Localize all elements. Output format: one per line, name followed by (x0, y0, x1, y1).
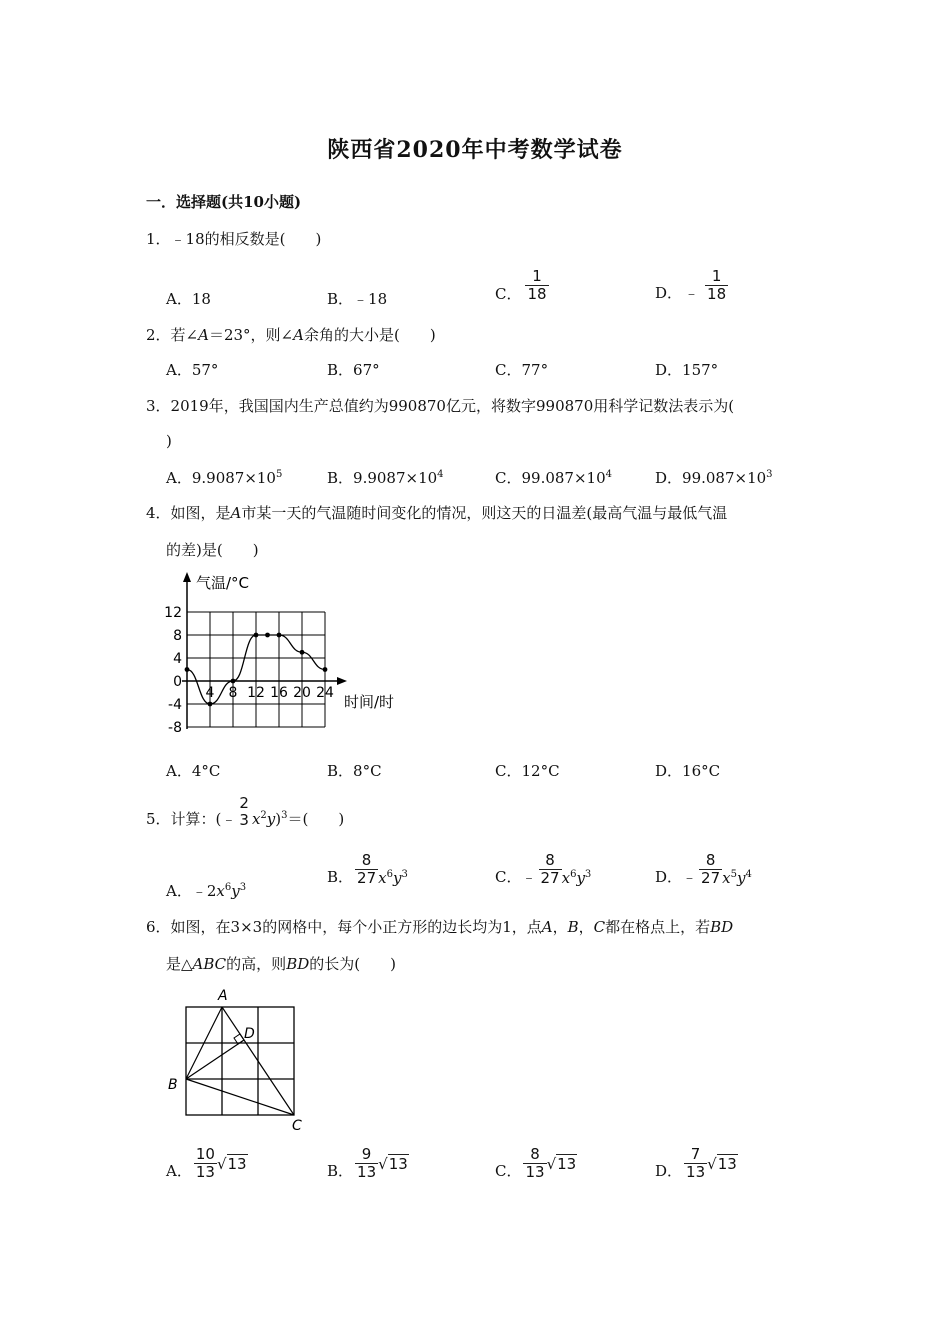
label-point-c: C (292, 1118, 302, 1132)
question-1-stem: 1．﹣18的相反数是( ) (146, 230, 322, 248)
x-tick-label: 16 (270, 685, 288, 701)
y-tick-label: 12 (164, 605, 182, 621)
q5-option-c: C．﹣ $\frac{8}{27}$ $x^6y^3$ (495, 851, 592, 887)
question-3-stem-line2: ) (166, 432, 172, 450)
y-tick-labels (164, 605, 182, 736)
q3-option-b: B．$9.9087\times 10^4$ (327, 469, 444, 487)
y-tick-label: 4 (173, 651, 182, 667)
q3-option-c: C．$99.087\times 10^4$ (495, 469, 612, 487)
q1-option-a: A．18 (166, 290, 211, 308)
triangle-abc (186, 1007, 294, 1115)
altitude-bd (186, 1040, 244, 1079)
q2-option-d: D．157° (655, 361, 719, 379)
x-tick-label: 4 (205, 685, 215, 701)
q4-option-d: D．16°C (655, 762, 721, 780)
x-tick-label: 8 (228, 685, 238, 701)
temperature-point (265, 633, 270, 638)
q5-option-a: A．$﹣2x^6y^3$ (166, 882, 247, 900)
x-tick-label: 24 (316, 685, 334, 701)
temperature-point (300, 650, 305, 655)
q4-option-c: C．12°C (495, 762, 560, 780)
chart-grid (187, 612, 325, 727)
question-2-stem: 2．若∠A＝23°，则∠A余角的大小是( ) (146, 326, 436, 344)
question-4-stem-line2: 的差)是( ) (166, 541, 259, 559)
question-5-stem: 5．计算：(﹣ 2 3 $x^2y)^3=$( ) (146, 794, 345, 829)
y-tick-label: -4 (168, 697, 182, 713)
q1-option-b: B．﹣18 (327, 290, 388, 308)
temperature-point (323, 667, 328, 672)
q3-option-d: D．$99.087\times 10^3$ (655, 469, 773, 487)
grid-triangle-figure (160, 982, 320, 1132)
q4-option-a: A．4°C (166, 762, 221, 780)
temperature-point (254, 633, 259, 638)
temperature-point (231, 679, 236, 684)
temperature-point (208, 702, 213, 707)
q2-option-b: B．67° (327, 361, 380, 379)
label-point-b: B (168, 1077, 178, 1093)
q5-option-b: B． $\frac{8}{27}$ $x^6y^3$ (327, 851, 408, 887)
q2-option-a: A．57° (166, 361, 219, 379)
q6-option-b: B． $\frac{9}{13}$ √13 (327, 1145, 408, 1181)
section-heading: 一．选择题(共10小题) (146, 193, 302, 211)
q3-option-a: A．$9.9087\times 10^5$ (166, 469, 283, 487)
x-axis-label: 时间/时 (344, 693, 395, 711)
q2-option-c: C．77° (495, 361, 549, 379)
q5-option-d: D．﹣ $\frac{8}{27}$ $x^5y^4$ (655, 851, 752, 887)
temperature-point (185, 667, 190, 672)
q1-option-c: C． $\frac{1}{18}$ (495, 267, 547, 303)
temperature-point (277, 633, 282, 638)
question-6-stem-line2: 是△ABC的高，则BD的长为( ) (166, 955, 396, 973)
y-axis-arrow (183, 572, 191, 582)
temperature-chart (160, 568, 420, 743)
q6-option-d: D． $\frac{7}{13}$ √13 (655, 1145, 737, 1181)
y-axis-label: 气温/°C (196, 574, 250, 592)
question-3-stem: 3．2019年，我国国内生产总值约为990870亿元，将数字990870用科学记数法表示为( (146, 397, 735, 415)
y-tick-label: 8 (173, 628, 182, 644)
question-6-stem: 6．如图，在3×3的网格中，每个小正方形的边长均为1，点A，B，C都在格点上，若BD (146, 918, 734, 936)
page-title: 陕西省2020年中考数学试卷 (327, 137, 623, 163)
y-tick-label: 0 (173, 674, 182, 690)
q4-option-b: B．8°C (327, 762, 382, 780)
x-tick-label: 20 (293, 685, 311, 701)
label-point-a: A (218, 988, 228, 1004)
label-point-d: D (244, 1026, 255, 1042)
q6-option-a: A． $\frac{10}{13}$ √13 (166, 1145, 247, 1181)
grid-lines (186, 1007, 294, 1115)
x-tick-label: 12 (247, 685, 265, 701)
x-axis-arrow (337, 677, 347, 685)
q6-option-c: C． $\frac{8}{13}$ √13 (495, 1145, 577, 1181)
q1-option-d: D． ﹣ $\frac{1}{18}$ (655, 267, 727, 303)
y-tick-label: -8 (168, 720, 182, 736)
question-4-stem: 4．如图，是A市某一天的气温随时间变化的情况，则这天的日温差(最高气温与最低气温 (146, 504, 728, 522)
